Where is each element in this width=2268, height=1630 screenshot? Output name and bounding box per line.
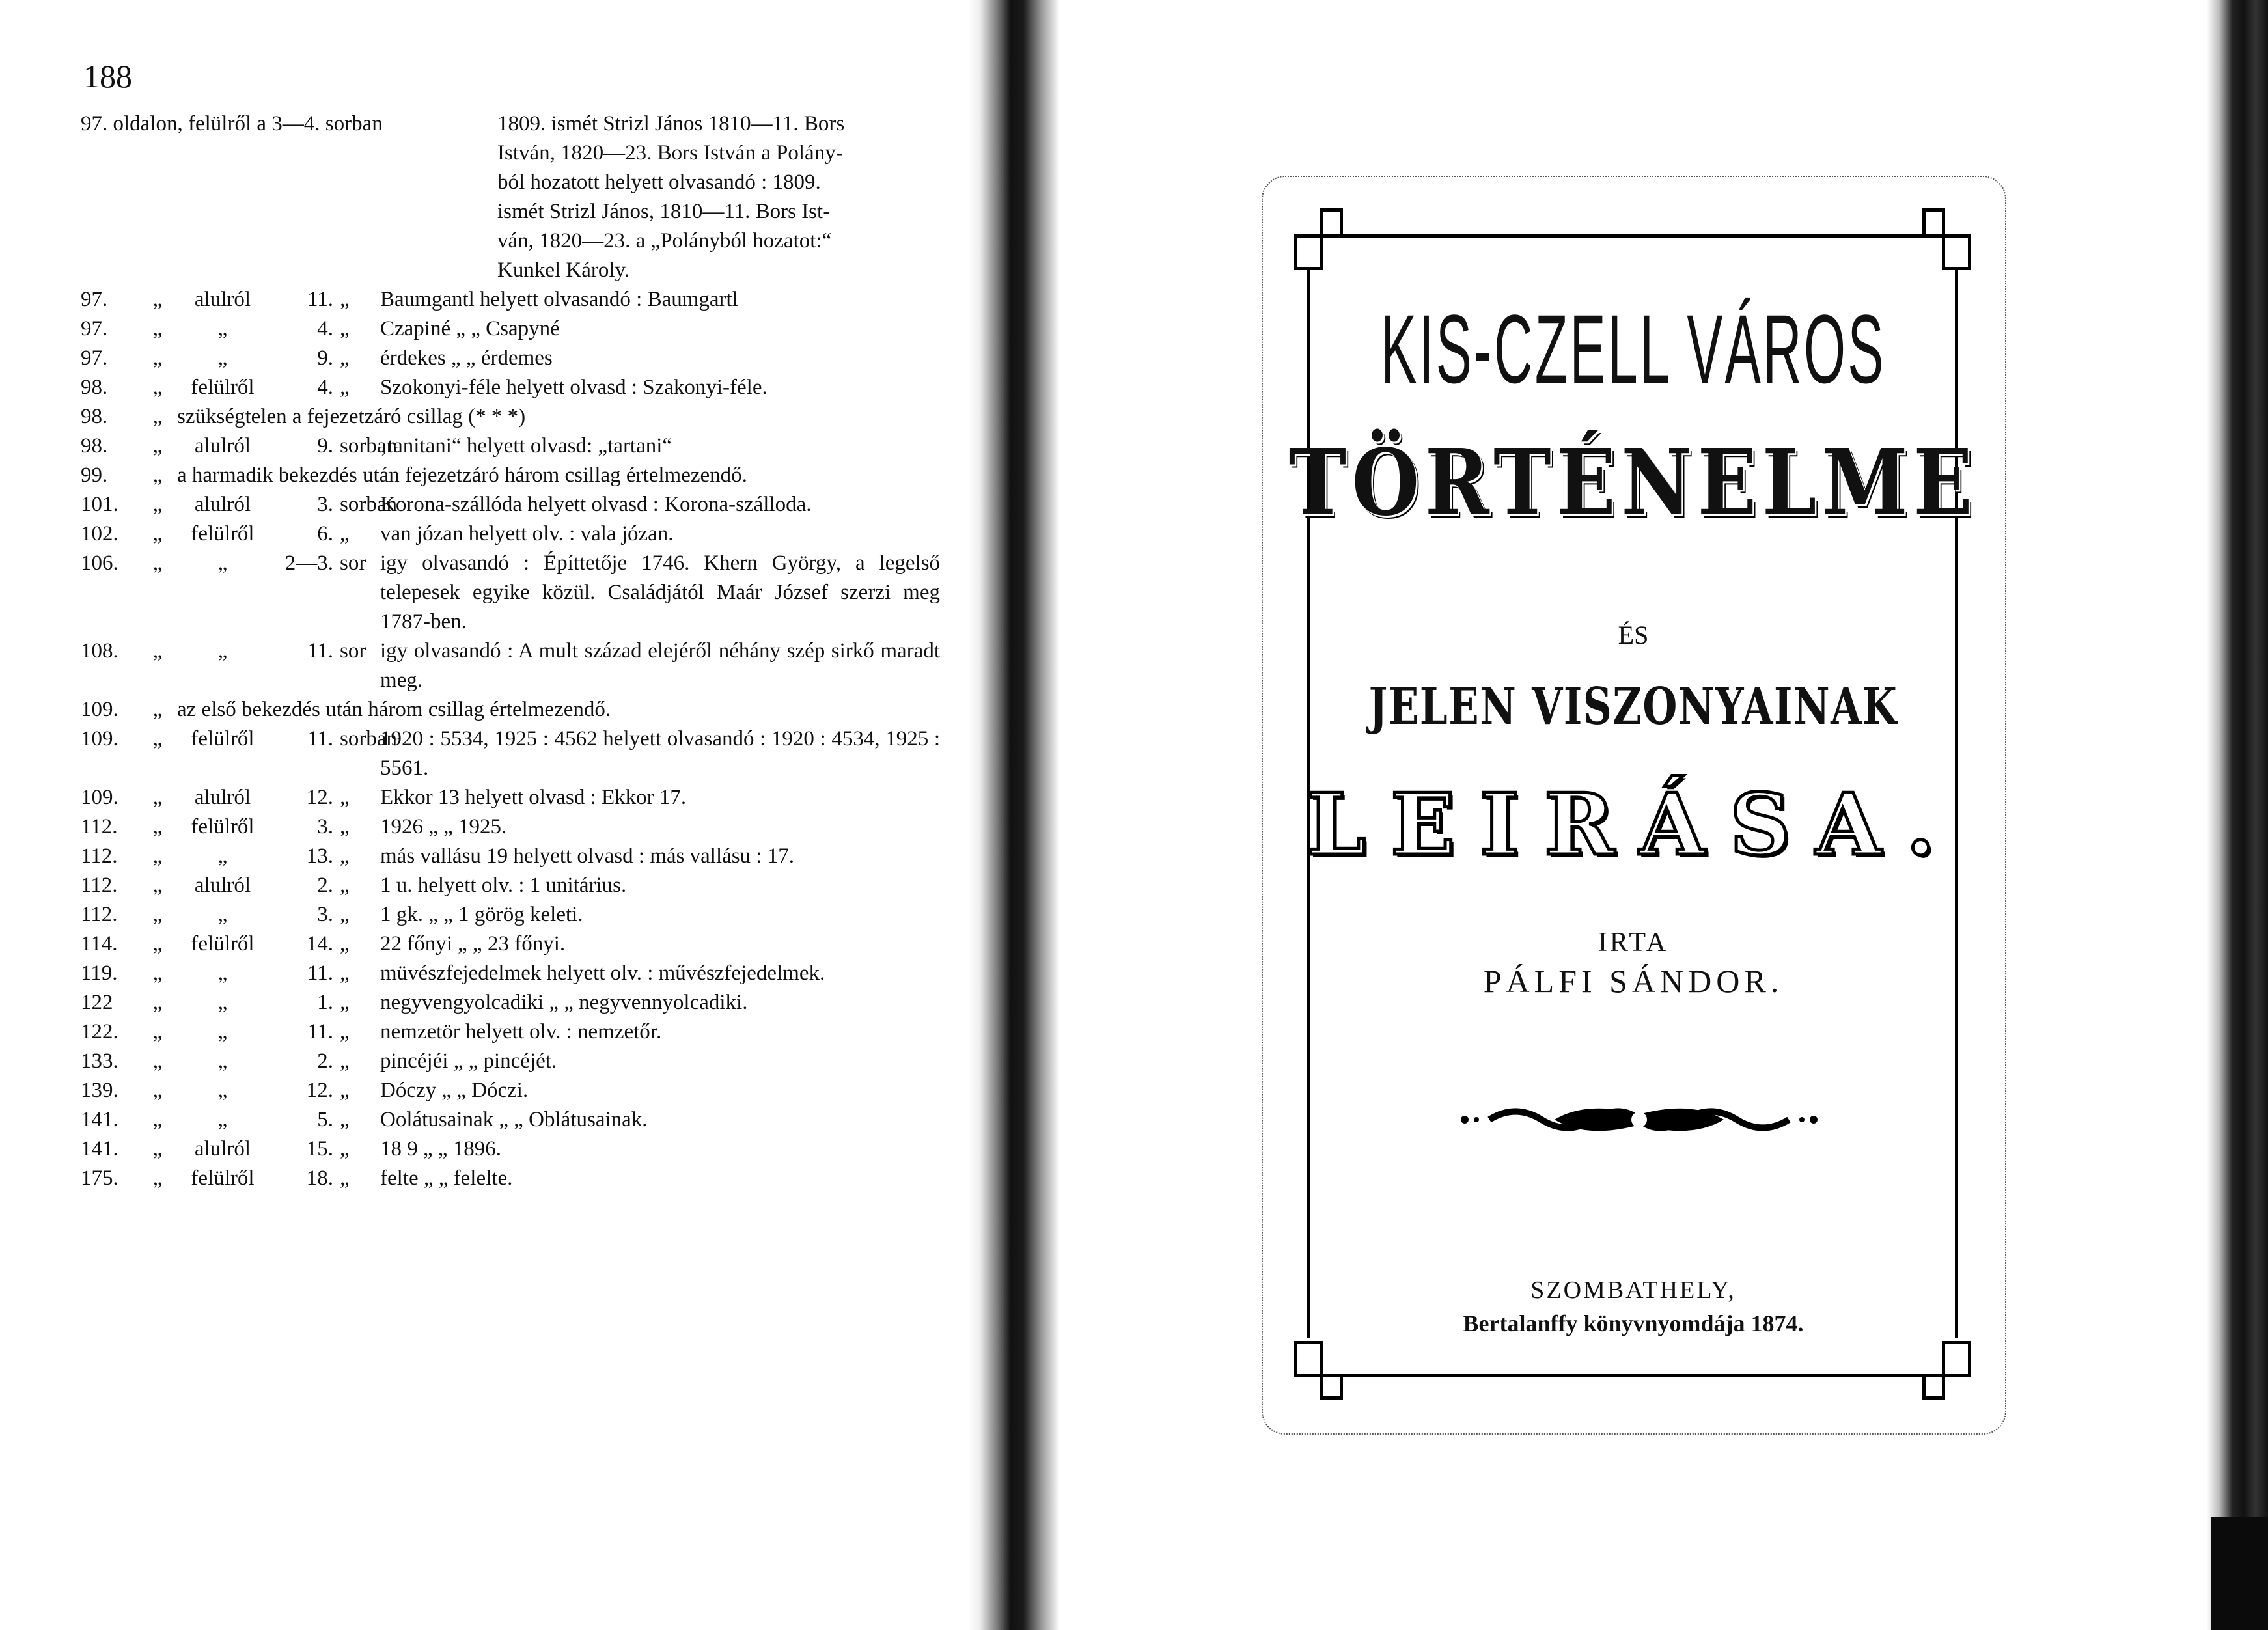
errata-row <box>81 314 940 344</box>
errata-position: „ <box>217 1108 228 1131</box>
errata-line: 1. <box>317 991 333 1014</box>
errata-correction: 1920 : 5534, 1925 : 4562 helyett olvasandó : 1920 : 4534, 1925 : 5561. <box>380 727 940 780</box>
title-line-1: KIS-CZELL VÁROS <box>1381 294 1886 404</box>
errata-position: felülről <box>191 1167 255 1190</box>
errata-row <box>81 930 940 959</box>
errata-ditto: „ <box>152 463 163 487</box>
errata-ditto: „ <box>152 346 163 370</box>
errata-page: 119. <box>81 961 118 985</box>
errata-unit: „ <box>340 522 350 546</box>
errata-correction: müvészfejedelmek helyett olv. : művészfejedelmek. <box>380 961 825 985</box>
errata-ditto: „ <box>152 317 163 340</box>
errata-unit: „ <box>340 376 350 399</box>
errata-line: 14. <box>306 932 333 956</box>
errata-ditto: „ <box>152 493 163 516</box>
errata-position: felülről <box>191 932 255 956</box>
errata-page: 141. <box>81 1137 118 1161</box>
errata-row <box>81 988 940 1017</box>
errata-ditto: „ <box>152 727 163 751</box>
errata-page: 102. <box>81 522 118 546</box>
errata-unit: „ <box>340 815 350 838</box>
errata-page: 175. <box>81 1167 118 1190</box>
errata-unit: „ <box>340 1137 350 1161</box>
errata-line: 11. <box>307 1020 333 1043</box>
errata-page: 109. <box>81 727 118 751</box>
errata-correction: nemzetör helyett olv. : nemzetőr. <box>380 1020 662 1043</box>
errata-row <box>81 725 940 783</box>
errata-line: 9. <box>317 346 333 370</box>
errata-page: 97. <box>81 317 108 340</box>
errata-unit: „ <box>340 991 350 1014</box>
errata-ditto: „ <box>152 961 163 985</box>
errata-line: 4. <box>317 376 333 399</box>
errata-ditto: „ <box>152 639 163 663</box>
errata-row <box>81 900 940 930</box>
errata-row <box>81 842 940 871</box>
errata-page: 98. <box>81 434 108 458</box>
errata-correction: igy olvasandó : Építtetője 1746. Khern György, a legelső telepesek egyike közül. Családjától Maár József szerzi meg 1787-ben. <box>380 551 940 633</box>
errata-unit: „ <box>340 288 350 311</box>
errata-row <box>81 519 940 549</box>
title-page <box>1060 0 2207 1630</box>
errata-unit: „ <box>340 932 350 956</box>
ornamental-vignette-icon <box>1457 1100 1821 1139</box>
errata-page: 122 <box>81 991 113 1014</box>
errata-note: a harmadik bekezdés után fejezetzáró három csillag értelmezendő. <box>177 463 747 487</box>
errata-unit: „ <box>340 1020 350 1043</box>
errata-correction: Baumgantl helyett olvasandó : Baumgartl <box>380 288 738 311</box>
errata-correction: Korona-szállóda helyett olvasd : Korona-szálloda. <box>380 493 812 516</box>
errata-correction: Dóczy „ „ Dóczi. <box>380 1079 529 1102</box>
errata-correction: ‚tanitani“ helyett olvasd: „tartani“ <box>380 434 672 458</box>
errata-position: alulról <box>194 874 251 897</box>
errata-page: 139. <box>81 1079 118 1102</box>
errata-position: „ <box>217 903 228 926</box>
errata-row <box>81 1047 940 1076</box>
errata-unit: „ <box>340 1167 350 1190</box>
errata-ditto: „ <box>152 874 163 897</box>
errata-correction: 1 gk. „ „ 1 görög keleti. <box>380 903 583 926</box>
errata-ditto: „ <box>152 786 163 809</box>
errata-correction: igy olvasandó : A mult század elejéről néhány szép sirkő maradt meg. <box>380 639 940 692</box>
errata-position: alulról <box>194 493 251 516</box>
errata-line: 11. <box>307 288 333 311</box>
errata-correction-line: ván, 1820—23. a „Polányból hozatot:“ <box>497 229 832 253</box>
errata-page: 109. <box>81 786 118 809</box>
errata-unit: sorban <box>340 727 397 751</box>
book-corner-shadow <box>2211 1517 2268 1630</box>
errata-unit: „ <box>340 961 350 985</box>
errata-ditto: „ <box>152 1079 163 1102</box>
errata-line: 18. <box>306 1167 333 1190</box>
errata-row <box>81 373 940 402</box>
errata-position: „ <box>217 639 228 663</box>
errata-row <box>81 1135 940 1164</box>
title-line-4: LEIRÁSA. <box>1306 775 1961 874</box>
errata-correction: Szokonyi-féle helyett olvasd : Szakonyi-féle. <box>380 376 768 399</box>
errata-ditto: „ <box>152 522 163 546</box>
errata-page: 133. <box>81 1049 118 1073</box>
errata-ditto: „ <box>152 1167 163 1190</box>
errata-unit: „ <box>340 874 350 897</box>
errata-position: „ <box>217 1020 228 1043</box>
errata-unit: sorban <box>340 434 397 458</box>
errata-page: 99. <box>81 463 108 487</box>
errata-line: 12. <box>306 1079 333 1102</box>
errata-correction-line: ból hozatott helyett olvasandó : 1809. <box>497 171 821 194</box>
errata-ditto: „ <box>152 1137 163 1161</box>
errata-row <box>81 637 940 695</box>
errata-ditto: „ <box>152 1049 163 1073</box>
errata-line: 3. <box>317 815 333 838</box>
errata-page: 141. <box>81 1108 118 1131</box>
errata-row <box>81 695 940 725</box>
errata-ditto: „ <box>152 434 163 458</box>
imprint-printer: Bertalanffy könyvnyomdája 1874. <box>1463 1310 1804 1336</box>
errata-position: „ <box>217 844 228 868</box>
errata-line: 2. <box>317 874 333 897</box>
errata-correction-line: István, 1820—23. Bors István a Polány- <box>497 141 843 165</box>
errata-page: 112. <box>81 844 118 868</box>
errata-row <box>81 490 940 519</box>
errata-page: 97. <box>81 288 108 311</box>
errata-row <box>81 109 940 285</box>
errata-correction: Oolátusainak „ „ Oblátusainak. <box>380 1108 648 1131</box>
errata-page: 112. <box>81 874 118 897</box>
errata-line: 6. <box>317 522 333 546</box>
errata-page: 112. <box>81 903 118 926</box>
book-edge-shadow <box>2207 0 2268 1630</box>
errata-correction-line: Kunkel Károly. <box>497 258 630 282</box>
errata-row <box>81 549 940 637</box>
errata-note: az első bekezdés után három csillag értelmezendő. <box>177 698 611 721</box>
errata-line: 5. <box>317 1108 333 1131</box>
errata-page: 101. <box>81 493 118 516</box>
title-line-3: JELEN VISZONYAINAK <box>1368 677 1898 736</box>
errata-correction: más vallásu 19 helyett olvasd : más vallásu : 17. <box>380 844 795 868</box>
errata-position: „ <box>217 551 228 575</box>
errata-unit: „ <box>340 786 350 809</box>
imprint-city: SZOMBATHELY, <box>1530 1277 1736 1304</box>
errata-line: 9. <box>317 434 333 458</box>
errata-position: alulról <box>194 434 251 458</box>
errata-page: 108. <box>81 639 118 663</box>
errata-position: felülről <box>191 815 255 838</box>
errata-line: 3. <box>317 493 333 516</box>
errata-ditto: „ <box>152 991 163 1014</box>
errata-line: 11. <box>307 961 333 985</box>
errata-correction: Czapiné „ „ Csapyné <box>380 317 560 340</box>
author-name: PÁLFI SÁNDOR. <box>1483 963 1784 999</box>
errata-page: 97. <box>81 346 108 370</box>
errata-unit: „ <box>340 1108 350 1131</box>
errata-correction: 22 főnyi „ „ 23 főnyi. <box>380 932 566 956</box>
errata-position: alulról <box>194 288 251 311</box>
errata-row <box>81 285 940 314</box>
errata-ditto: „ <box>152 551 163 575</box>
errata-position: „ <box>217 317 228 340</box>
errata-correction: 1926 „ „ 1925. <box>380 815 507 838</box>
errata-ditto: „ <box>152 844 163 868</box>
errata-ditto: „ <box>152 903 163 926</box>
errata-position: felülről <box>191 376 255 399</box>
errata-line: 2—3. <box>284 551 333 575</box>
errata-unit: „ <box>340 1079 350 1102</box>
errata-line: 15. <box>306 1137 333 1161</box>
errata-row <box>81 1105 940 1135</box>
errata-line: 4. <box>317 317 333 340</box>
errata-unit: „ <box>340 1049 350 1073</box>
errata-line: 11. <box>307 727 333 751</box>
errata-unit: sor <box>340 551 366 575</box>
errata-row <box>81 432 940 461</box>
errata-page: 106. <box>81 551 118 575</box>
title-line-2: TÖRTÉNELME <box>1288 430 1978 536</box>
errata-correction-line: 1809. ismét Strizl János 1810—11. Bors <box>497 112 845 135</box>
errata-page: 109. <box>81 698 118 721</box>
errata-ditto: „ <box>152 288 163 311</box>
errata-correction <box>497 109 940 285</box>
errata-correction: 1 u. helyett olv. : 1 unitárius. <box>380 874 627 897</box>
errata-position: alulról <box>194 1137 251 1161</box>
errata-correction-line: ismét Strizl János, 1810—11. Bors Ist- <box>497 200 831 223</box>
errata-list <box>81 109 940 1193</box>
errata-page: 122. <box>81 1020 118 1043</box>
errata-ditto: „ <box>152 1020 163 1043</box>
errata-position: „ <box>217 346 228 370</box>
errata-correction: van józan helyett olv. : vala józan. <box>380 522 674 546</box>
errata-unit: „ <box>340 903 350 926</box>
book-gutter <box>969 0 1060 1630</box>
errata-note: szükségtelen a fejezetzáró csillag (* * *) <box>177 405 526 428</box>
errata-line: 11. <box>307 639 333 663</box>
by-label: IRTA <box>1597 928 1669 958</box>
errata-position: „ <box>217 1049 228 1073</box>
errata-unit: „ <box>340 346 350 370</box>
errata-correction: érdekes „ „ érdemes <box>380 346 553 370</box>
errata-page: 114. <box>81 932 118 956</box>
errata-ditto: „ <box>152 932 163 956</box>
errata-row <box>81 461 940 490</box>
errata-row <box>81 871 940 900</box>
errata-ditto: „ <box>152 376 163 399</box>
errata-page: 98. <box>81 405 108 428</box>
errata-position: „ <box>217 961 228 985</box>
errata-row <box>81 1017 940 1047</box>
errata-correction: felte „ „ felelte. <box>380 1167 513 1190</box>
errata-page: 112. <box>81 815 118 838</box>
errata-line: 13. <box>306 844 333 868</box>
errata-row <box>81 812 940 842</box>
errata-correction: pincéjéi „ „ pincéjét. <box>380 1049 557 1073</box>
errata-ditto: „ <box>152 405 163 428</box>
errata-page: 98. <box>81 376 108 399</box>
errata-line: 12. <box>306 786 333 809</box>
errata-unit: sor <box>340 639 366 663</box>
errata-position: felülről <box>191 727 255 751</box>
errata-unit: sorban <box>340 493 397 516</box>
errata-lead: 97. oldalon, felülről a 3—4. sorban <box>81 112 383 135</box>
errata-row <box>81 1076 940 1105</box>
errata-position: alulról <box>194 786 251 809</box>
errata-line: 3. <box>317 903 333 926</box>
errata-row <box>81 783 940 812</box>
errata-correction: 18 9 „ „ 1896. <box>380 1137 502 1161</box>
errata-correction: Ekkor 13 helyett olvasd : Ekkor 17. <box>380 786 687 809</box>
title-conjunction: ÉS <box>1618 620 1649 650</box>
errata-ditto: „ <box>152 815 163 838</box>
errata-correction: negyvengyolcadiki „ „ negyvennyolcadiki. <box>380 991 748 1014</box>
errata-position: „ <box>217 991 228 1014</box>
errata-unit: „ <box>340 317 350 340</box>
errata-ditto: „ <box>152 1108 163 1131</box>
errata-position: „ <box>217 1079 228 1102</box>
errata-line: 2. <box>317 1049 333 1073</box>
errata-position: felülről <box>191 522 255 546</box>
errata-row <box>81 344 940 373</box>
left-page <box>0 0 1003 1630</box>
page-number: 188 <box>83 58 132 94</box>
errata-unit: „ <box>340 844 350 868</box>
errata-row <box>81 402 940 432</box>
errata-row <box>81 1164 940 1193</box>
errata-ditto: „ <box>152 698 163 721</box>
errata-row <box>81 959 940 988</box>
